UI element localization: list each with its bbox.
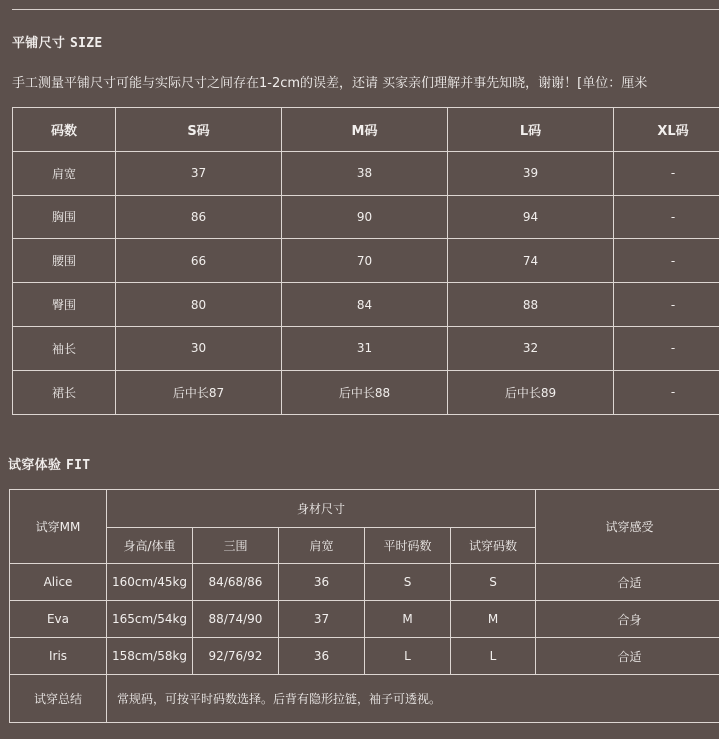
size-value: - xyxy=(614,195,719,239)
size-value: 38 xyxy=(282,151,448,195)
fit-cell: 36 xyxy=(279,638,365,675)
fit-cell: 37 xyxy=(279,601,365,638)
fit-cell: M xyxy=(365,601,451,638)
fit-cell: M xyxy=(451,601,536,638)
size-value: - xyxy=(614,326,719,370)
size-value: 70 xyxy=(282,239,448,283)
size-value: 后中长87 xyxy=(116,370,282,414)
size-value: 后中长89 xyxy=(448,370,614,414)
measure-label: 肩宽 xyxy=(13,151,116,195)
size-value: 31 xyxy=(282,326,448,370)
measure-label: 裙长 xyxy=(13,370,116,414)
body-size-header: 身材尺寸 xyxy=(107,490,536,528)
size-value: - xyxy=(614,370,719,414)
fit-subheader-cell: 平时码数 xyxy=(365,528,451,564)
fit-summary-row xyxy=(10,675,719,723)
size-value: 86 xyxy=(116,195,282,239)
size-table-row xyxy=(13,195,719,239)
fit-cell: 165cm/54kg xyxy=(107,601,193,638)
size-value: 32 xyxy=(448,326,614,370)
size-header-cell: 码数 xyxy=(13,108,116,152)
model-name: Alice xyxy=(10,564,107,601)
fit-feeling: 合身 xyxy=(536,601,719,638)
summary-text: 常规码，可按平时码数选择。后背有隐形拉链，袖子可透视。 xyxy=(107,675,719,723)
summary-label: 试穿总结 xyxy=(10,675,107,723)
feeling-header: 试穿感受 xyxy=(536,490,719,564)
size-table xyxy=(12,107,719,415)
size-value: 90 xyxy=(282,195,448,239)
fit-row xyxy=(10,564,719,601)
size-title-en: SIZE xyxy=(70,36,103,51)
fit-subheader-cell: 三围 xyxy=(193,528,279,564)
fit-cell: S xyxy=(365,564,451,601)
size-table-header-row xyxy=(13,108,719,152)
model-name: Iris xyxy=(10,638,107,675)
fit-table xyxy=(9,489,719,723)
model-name: Eva xyxy=(10,601,107,638)
fit-cell: 160cm/45kg xyxy=(107,564,193,601)
size-value: 30 xyxy=(116,326,282,370)
measure-label: 胸围 xyxy=(13,195,116,239)
size-value: 74 xyxy=(448,239,614,283)
size-section-title xyxy=(12,32,103,51)
size-header-cell: M码 xyxy=(282,108,448,152)
fit-cell: L xyxy=(365,638,451,675)
size-value: 88 xyxy=(448,283,614,327)
fit-cell: 84/68/86 xyxy=(193,564,279,601)
size-value: 80 xyxy=(116,283,282,327)
size-value: - xyxy=(614,151,719,195)
fit-subheader-cell: 身高/体重 xyxy=(107,528,193,564)
fit-header-row xyxy=(10,490,719,528)
fit-cell: 36 xyxy=(279,564,365,601)
fit-cell: L xyxy=(451,638,536,675)
measure-label: 袖长 xyxy=(13,326,116,370)
model-header: 试穿MM xyxy=(10,490,107,564)
size-table-row xyxy=(13,151,719,195)
fit-subheader-cell: 试穿码数 xyxy=(451,528,536,564)
fit-cell: 92/76/92 xyxy=(193,638,279,675)
fit-cell: 158cm/58kg xyxy=(107,638,193,675)
size-table-row xyxy=(13,370,719,414)
fit-title-en: FIT xyxy=(66,458,91,473)
size-value: 84 xyxy=(282,283,448,327)
fit-row xyxy=(10,601,719,638)
size-value: 39 xyxy=(448,151,614,195)
measure-label: 臀围 xyxy=(13,283,116,327)
fit-section-title xyxy=(8,454,90,473)
measure-label: 腰围 xyxy=(13,239,116,283)
size-table-row xyxy=(13,239,719,283)
size-value: 66 xyxy=(116,239,282,283)
size-value: 后中长88 xyxy=(282,370,448,414)
size-value: 94 xyxy=(448,195,614,239)
size-value: 37 xyxy=(116,151,282,195)
fit-cell: S xyxy=(451,564,536,601)
fit-feeling: 合适 xyxy=(536,564,719,601)
fit-title-cn: 试穿体验 xyxy=(8,458,62,473)
size-header-cell: L码 xyxy=(448,108,614,152)
size-table-row xyxy=(13,283,719,327)
size-header-cell: XL码 xyxy=(614,108,719,152)
size-value: - xyxy=(614,283,719,327)
measurement-note: 手工测量平铺尺寸可能与实际尺寸之间存在1-2cm的误差，还请 买家亲们理解并事先知晓，谢谢！[单位：厘米 xyxy=(12,76,648,91)
top-divider xyxy=(12,9,719,10)
fit-feeling: 合适 xyxy=(536,638,719,675)
size-title-cn: 平铺尺寸 xyxy=(12,36,66,51)
fit-subheader-cell: 肩宽 xyxy=(279,528,365,564)
size-header-cell: S码 xyxy=(116,108,282,152)
size-value: - xyxy=(614,239,719,283)
fit-cell: 88/74/90 xyxy=(193,601,279,638)
size-table-row xyxy=(13,326,719,370)
fit-row xyxy=(10,638,719,675)
